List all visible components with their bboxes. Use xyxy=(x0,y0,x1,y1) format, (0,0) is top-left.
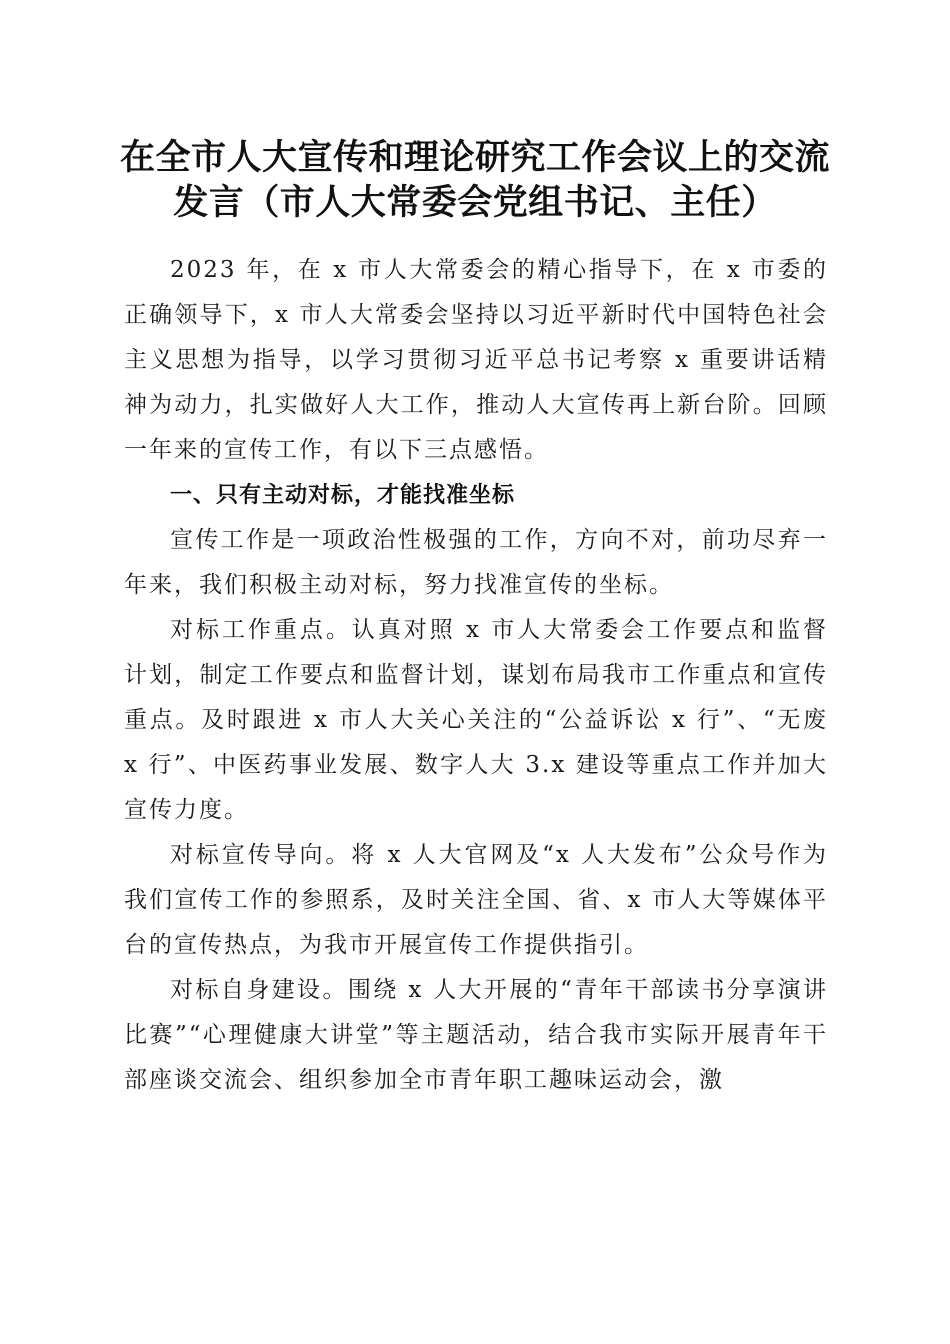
title-line-1: 在全市人大宣传和理论研究工作会议上的交流 xyxy=(119,137,830,178)
section-paragraph: 对标工作重点。认真对照 x 市人大常委会工作要点和监督计划，制定工作要点和监督计划，谋划布局我市工作重点和宣传重点。及时跟进 x 市人大关心关注的“公益诉讼 x 行”、“无废 x 行”、中医药事业发展、数字人大 3.x 建设等重点工作并加大宣传力度。 xyxy=(124,617,828,823)
intro-paragraph: 2023 年，在 x 市人大常委会的精心指导下，在 x 市委的正确领导下，x 市人大常委会坚持以习近平新时代中国特色社会主义思想为指导，以学习贯彻习近平总书记考察 x 重要讲话精神为动力，扎实做好人大工作，推动人大宣传再上新台阶。回顾一年来的宣传工作，有以下三点感悟。 xyxy=(124,257,828,463)
title-line-2: 发言（市人大常委会党组书记、主任） xyxy=(173,182,777,223)
section-heading: 一、只有主动对标，才能找准坐标 xyxy=(170,483,516,508)
document-body xyxy=(124,248,828,1103)
section-paragraph: 对标自身建设。围绕 x 人大开展的“青年干部读书分享演讲比赛”“心理健康大讲堂”等主题活动，结合我市实际开展青年干部座谈交流会、组织参加全市青年职工趣味运动会，激 xyxy=(124,977,828,1093)
section-paragraph: 对标宣传导向。将 x 人大官网及“x 人大发布”公众号作为我们宣传工作的参照系，及时关注全国、省、x 市人大等媒体平台的宣传热点，为我市开展宣传工作提供指引。 xyxy=(124,842,828,958)
section-paragraph: 宣传工作是一项政治性极强的工作，方向不对，前功尽弃一年来，我们积极主动对标，努力找准宣传的坐标。 xyxy=(124,527,828,598)
document-title xyxy=(110,135,840,225)
